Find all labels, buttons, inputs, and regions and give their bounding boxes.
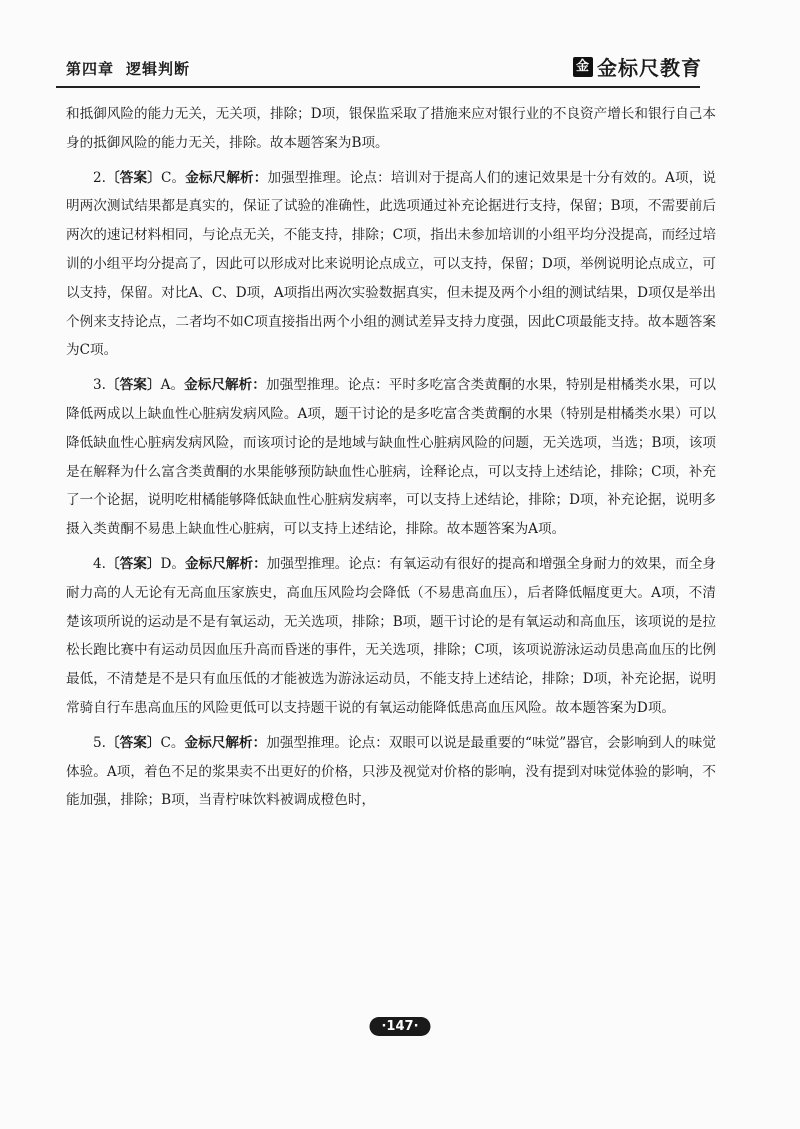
analysis-text: 加强型推理。论点：双眼可以说是最重要的“味觉”器官，会影响到人的味觉体验。A项，着色不足的浆果卖不出更好的价格，只涉及视觉对价格的影响，没有提到对味觉体验的影响，不能加强，排除；B项，当青柠味饮料被调成橙色时， (66, 734, 717, 809)
answer-item (66, 729, 716, 815)
chapter-title: 逻辑判断 (126, 60, 191, 78)
brand-logo (573, 52, 702, 81)
analysis-text: 加强型推理。论点：平时多吃富含类黄酮的水果，特别是柑橘类水果，可以降低两成以上缺血性心脏病发病风险。A项，题干讨论的是多吃富含类黄酮的水果（特别是柑橘类水果）可以降低缺血性心脏病发病风险，而该项讨论的是地域与缺血性心脏病风险的问题，无关选项，当选；B项，该项是在解释为什么富含类黄酮的水果能够预防缺血性心脏病，诠释论点，可以支持上述结论，排除；C项，补充了一个论据，说明吃柑橘能够降低缺血性心脏病发病率，可以支持上述结论，排除；D项，补充论据，说明多摄入类黄酮不易患上缺血性心脏病，可以支持上述结论，排除。故本题答案为A项。 (66, 377, 717, 538)
analysis-label: 金标尺解析： (185, 555, 267, 572)
answer-list (66, 164, 716, 816)
page-header (56, 52, 700, 88)
question-number: 3. (93, 377, 106, 394)
answer-label: 〔答案〕 (105, 169, 161, 186)
answer-choice: D。 (160, 555, 186, 572)
continuation-paragraph: 和抵御风险的能力无关，无关项，排除；D项，银保监采取了措施来应对银行业的不良资产增长和银行自己本身的抵御风险的能力无关，排除。故本题答案为B项。 (66, 106, 716, 151)
question-number: 5. (93, 734, 106, 751)
chapter-number: 第四章 (66, 60, 115, 78)
answer-choice: C。 (160, 169, 186, 186)
brand-name: 金标尺教育 (597, 56, 702, 80)
page-number: ·147· (369, 1017, 430, 1036)
answer-choice: A。 (160, 377, 185, 394)
analysis-label: 金标尺解析： (184, 734, 267, 751)
answer-label: 〔答案〕 (105, 377, 161, 394)
chapter-heading (66, 58, 202, 79)
question-number: 4. (93, 555, 106, 572)
brand-mark-icon: 金 (573, 57, 593, 77)
answer-content (66, 100, 716, 821)
answer-label: 〔答案〕 (105, 555, 161, 572)
analysis-text: 加强型推理。论点：有氧运动有很好的提高和增强全身耐力的效果，而全身耐力高的人无论有无高血压家族史，高血压风险均会降低（不易患高血压），后者降低幅度更大。A项，不清楚该项所说的运动是不是有氧运动，无关选项，排除；B项，题干讨论的是有氧运动和高血压，该项说的是拉松长跑比赛中有运动员因血压升高而昏迷的事件，无关选项，排除；C项，该项说游泳运动员患高血压的比例最低，不清楚是不是只有血压低的才能被选为游泳运动员，不能支持上述结论，排除；D项，补充论据，说明常骑自行车患高血压的风险更低可以支持题干说的有氧运动能降低患高血压风险。故本题答案为D项。 (66, 555, 717, 716)
answer-item (66, 371, 716, 544)
question-number: 2. (93, 169, 106, 186)
analysis-text: 加强型推理。论点：培训对于提高人们的速记效果是十分有效的。A项，说明两次测试结果都是真实的，保证了试验的准确性，此选项通过补充论据进行支持，保留；B项，不需要前后两次的速记材料相同，与论点无关，不能支持，排除；C项，指出未参加培训的小组平均分没提高，而经过培训的小组平均分提高了，因此可以形成对比来说明论点成立，可以支持，保留；D项，举例说明论点成立，可以支持，保留。对比A、C、D项，A项指出两次实验数据真实，但未提及两个小组的测试结果，D项仅是举出个例来支持论点，二者均不如C项直接指出两个小组的测试差异支持力度强，因此C项最能支持。故本题答案为C项。 (66, 169, 717, 359)
answer-item (66, 550, 716, 723)
analysis-label: 金标尺解析： (185, 169, 268, 186)
answer-item (66, 164, 716, 366)
answer-label: 〔答案〕 (105, 734, 161, 751)
analysis-label: 金标尺解析： (184, 377, 266, 394)
answer-choice: C。 (160, 734, 185, 751)
